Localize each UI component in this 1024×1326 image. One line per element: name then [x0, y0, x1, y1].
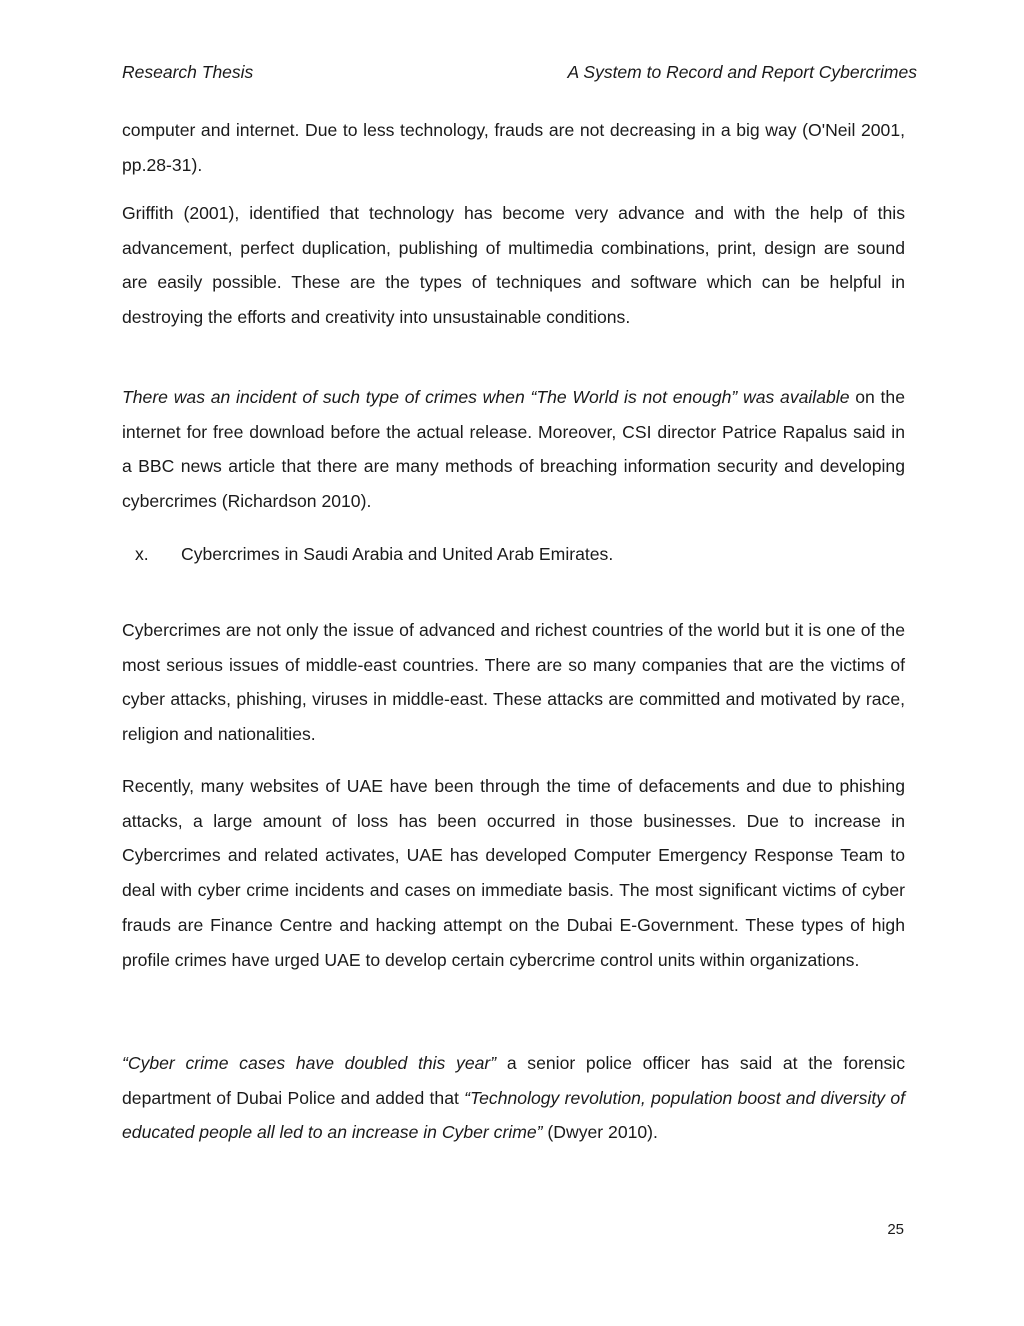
- paragraph-middle-east: Cybercrimes are not only the issue of advanced and richest countries of the world but it is one of the most serious issues of middle-east countries. There are so many companies that are the victims of cyber attacks, phishing, viruses in middle-east. These attacks are committed and motivated by race, religion and nationalities.: [122, 620, 905, 745]
- header-thesis-title: A System to Record and Report Cybercrimes: [567, 62, 917, 82]
- quote-doubled: “Cyber crime cases have doubled this year”: [122, 1053, 497, 1073]
- quote-mid-text: a senior police officer has said at the forensic department of Dubai Police and added that: [122, 1053, 905, 1108]
- section-title: Cybercrimes in Saudi Arabia and United Arab Emirates.: [181, 544, 614, 564]
- paragraph-griffith: Griffith (2001), identified that technology has become very advance and with the help of this advancement, perfect duplication, publishing of multimedia combinations, print, design are sound are easily possible. These are the types of techniques and software which can be helpful in destroying the efforts and creativity into unsustainable conditions.: [122, 203, 905, 328]
- paragraph-uae: Recently, many websites of UAE have been through the time of defacements and due to phishing attacks, a large amount of loss has been occurred in those businesses. Due to increase in Cybercrimes and related activates, UAE has developed Computer Emergency Response Team to deal with cyber crime incidents and cases on immediate basis. The most significant victims of cyber frauds are Finance Centre and hacking attempt on the Dubai E-Government. These types of high profile crimes have urged UAE to develop certain cybercrime control units within organizations.: [122, 776, 905, 970]
- section-marker: x.: [135, 544, 149, 564]
- paragraph-continuation: computer and internet. Due to less technology, frauds are not decreasing in a big way (O'Neil 2001, pp.28-31).: [122, 120, 905, 175]
- page-header: [122, 62, 917, 86]
- quote-technology: “Technology revolution, population boost and diversity of educated people all led to an increase in Cyber crime”: [122, 1087, 906, 1143]
- incident-rest-text: on the internet for free download before the actual release. Moreover, CSI director Patrice Rapalus said in a BBC news article that there are many methods of breaching information security and developing cybercrimes (Richardson 2010).: [122, 387, 905, 512]
- header-thesis-label: Research Thesis: [122, 62, 254, 82]
- incident-italic-text: There was an incident of such type of crimes when “The World is not enough” was available: [122, 387, 850, 407]
- paragraph-dubai-police: [122, 1046, 905, 1150]
- page-number: 25: [887, 1221, 904, 1238]
- paragraph-incident: [122, 380, 905, 519]
- citation-dwyer: (Dwyer 2010).: [542, 1122, 658, 1143]
